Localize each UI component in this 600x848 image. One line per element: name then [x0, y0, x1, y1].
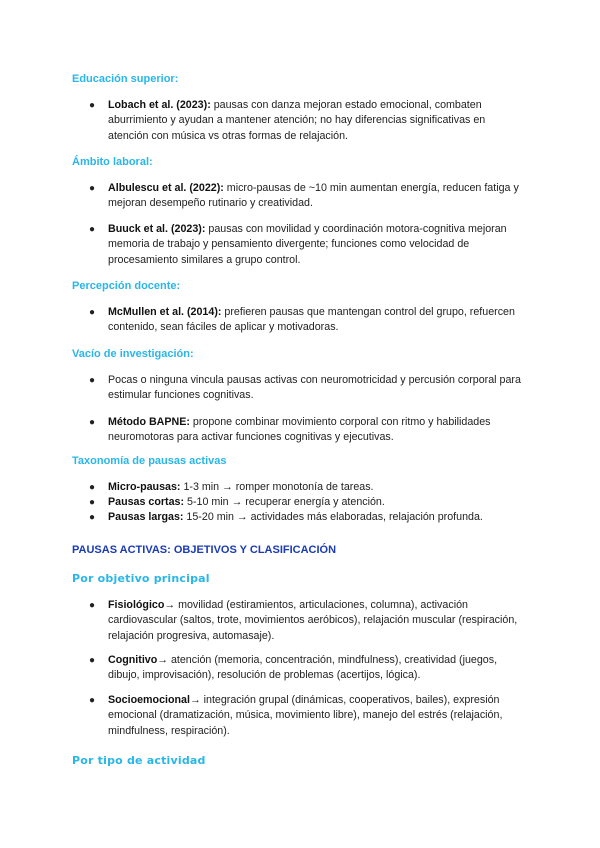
bullet-icon: ● — [89, 307, 96, 318]
section-heading-vacio-investigacion: Vacío de investigación: — [72, 348, 194, 360]
bullet-icon: ● — [89, 512, 96, 523]
section-heading-taxonomia: Taxonomía de pausas activas — [72, 455, 227, 467]
list-item: ● Cognitivo→ atención (memoria, concentración, mindfulness), creatividad (juegos, dibujo, improvisación), resolución de problemas (acertijos, lógica). — [89, 654, 498, 682]
list-item: ● Fisiológico→ movilidad (estiramientos, articulaciones, columna), activación cardiovascular (saltos, trote, movimientos aeróbicos), relajación muscular (respiración, relajación progresiva, automasaje). — [89, 599, 518, 642]
bullet-icon: ● — [89, 224, 96, 235]
section-heading-educacion-superior: Educación superior: — [72, 73, 179, 85]
list-item: ● Pocas o ninguna vincula pausas activas con neuromotricidad y percusión corporal para estimular funciones cognitivas. — [89, 374, 521, 402]
list-item: ● Socioemocional→ integración grupal (dinámicas, cooperativos, bailes), expresión emocional (dramatización, música, movimiento libre), manejo del estrés (relajación, mindfulness, respiración). — [89, 694, 503, 737]
list-item: ● Lobach et al. (2023): pausas con danza mejoran estado emocional, combaten aburrimiento y ayudan a mantener atención; no hay diferencias significativas en atención con música vs otras formas de relajación. — [89, 99, 486, 142]
section-heading-ambito-laboral: Ámbito laboral: — [72, 156, 153, 168]
section-heading-percepcion-docente: Percepción docente: — [72, 280, 181, 292]
list-item: ● Método BAPNE: propone combinar movimiento corporal con ritmo y habilidades neuromotoras para activar funciones cognitivas y ejecutivas. — [89, 416, 491, 444]
bullet-icon: ● — [89, 417, 96, 428]
bullet-icon: ● — [89, 695, 96, 706]
bullet-icon: ● — [89, 482, 96, 493]
list-item: ● Pausas largas: 15-20 min → actividades más elaboradas, relajación profunda. — [108, 510, 528, 525]
list-item: ● Buuck et al. (2023): pausas con movilidad y coordinación motora-cognitiva mejoran memoria de trabajo y pensamiento divergente; funciones como velocidad de procesamiento similares a grupo control. — [89, 223, 507, 266]
list-item: ● Micro-pausas: 1-3 min → romper monotonía de tareas. — [108, 480, 528, 495]
bullet-icon: ● — [89, 600, 96, 611]
bullet-icon: ● — [89, 100, 96, 111]
bullet-icon: ● — [89, 183, 96, 194]
main-title: PAUSAS ACTIVAS: OBJETIVOS Y CLASIFICACIÓN — [72, 544, 337, 556]
bullet-icon: ● — [89, 375, 96, 386]
section-heading-por-tipo: Por tipo de actividad — [72, 754, 206, 767]
bullet-icon: ● — [89, 497, 96, 508]
list-item: ● Albulescu et al. (2022): micro-pausas de ~10 min aumentan energía, reducen fatiga y mejoran desempeño rutinario y creatividad. — [89, 182, 519, 210]
list-item: ● McMullen et al. (2014): prefieren pausas que mantengan control del grupo, refuercen contenido, sean fáciles de aplicar y motivadoras. — [89, 306, 515, 334]
bullet-icon: ● — [89, 655, 96, 666]
list-item: ● Pausas cortas: 5-10 min → recuperar energía y atención. — [108, 495, 528, 510]
section-heading-por-objetivo: Por objetivo principal — [72, 572, 210, 585]
